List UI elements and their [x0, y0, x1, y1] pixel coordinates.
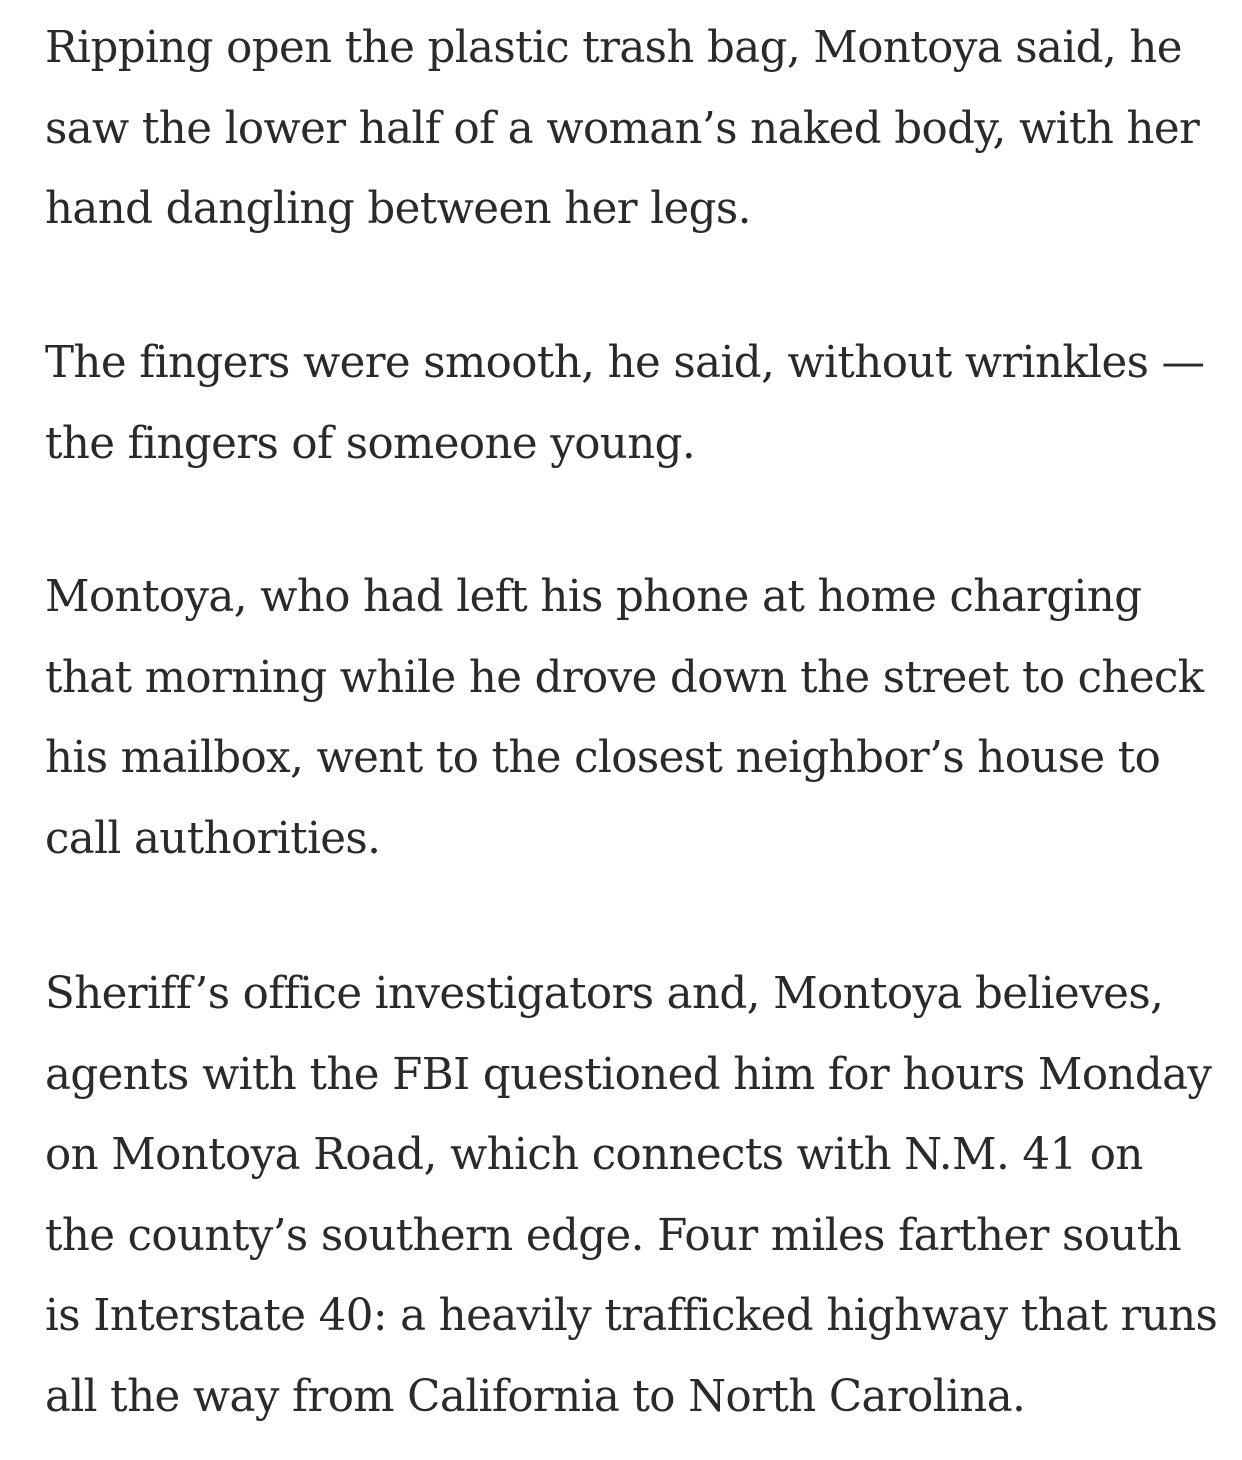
paragraph-line: on Montoya Road, which connects with N.M. 41 on	[45, 1130, 1143, 1180]
paragraph-3	[45, 557, 1204, 879]
paragraph-line: his mailbox, went to the closest neighbor’s house to	[45, 733, 1161, 783]
paragraph-line: agents with the FBI questioned him for hours Monday	[45, 1049, 1212, 1100]
paragraph-1	[45, 8, 1199, 250]
paragraph-4	[45, 954, 1217, 1437]
paragraph-line: that morning while he drove down the street to check	[45, 652, 1204, 703]
paragraph-line: The fingers were smooth, he said, without wrinkles —	[45, 338, 1205, 388]
paragraph-line: the fingers of someone young.	[45, 418, 696, 469]
paragraph-line: Ripping open the plastic trash bag, Montoya said, he	[45, 23, 1182, 73]
paragraph-line: saw the lower half of a woman’s naked body, with her	[45, 103, 1200, 154]
paragraph-line: Sheriff’s office investigators and, Montoya believes,	[45, 969, 1164, 1019]
paragraph-line: Montoya, who had left his phone at home charging	[45, 572, 1142, 622]
paragraph-2	[45, 323, 1204, 484]
paragraph-line: all the way from California to North Carolina.	[45, 1371, 1026, 1422]
paragraph-line: call authorities.	[45, 813, 381, 864]
paragraph-line: is Interstate 40: a heavily trafficked highway that runs	[45, 1291, 1218, 1341]
paragraph-line: the county’s southern edge. Four miles farther south	[45, 1210, 1182, 1261]
paragraph-line: hand dangling between her legs.	[45, 184, 751, 234]
